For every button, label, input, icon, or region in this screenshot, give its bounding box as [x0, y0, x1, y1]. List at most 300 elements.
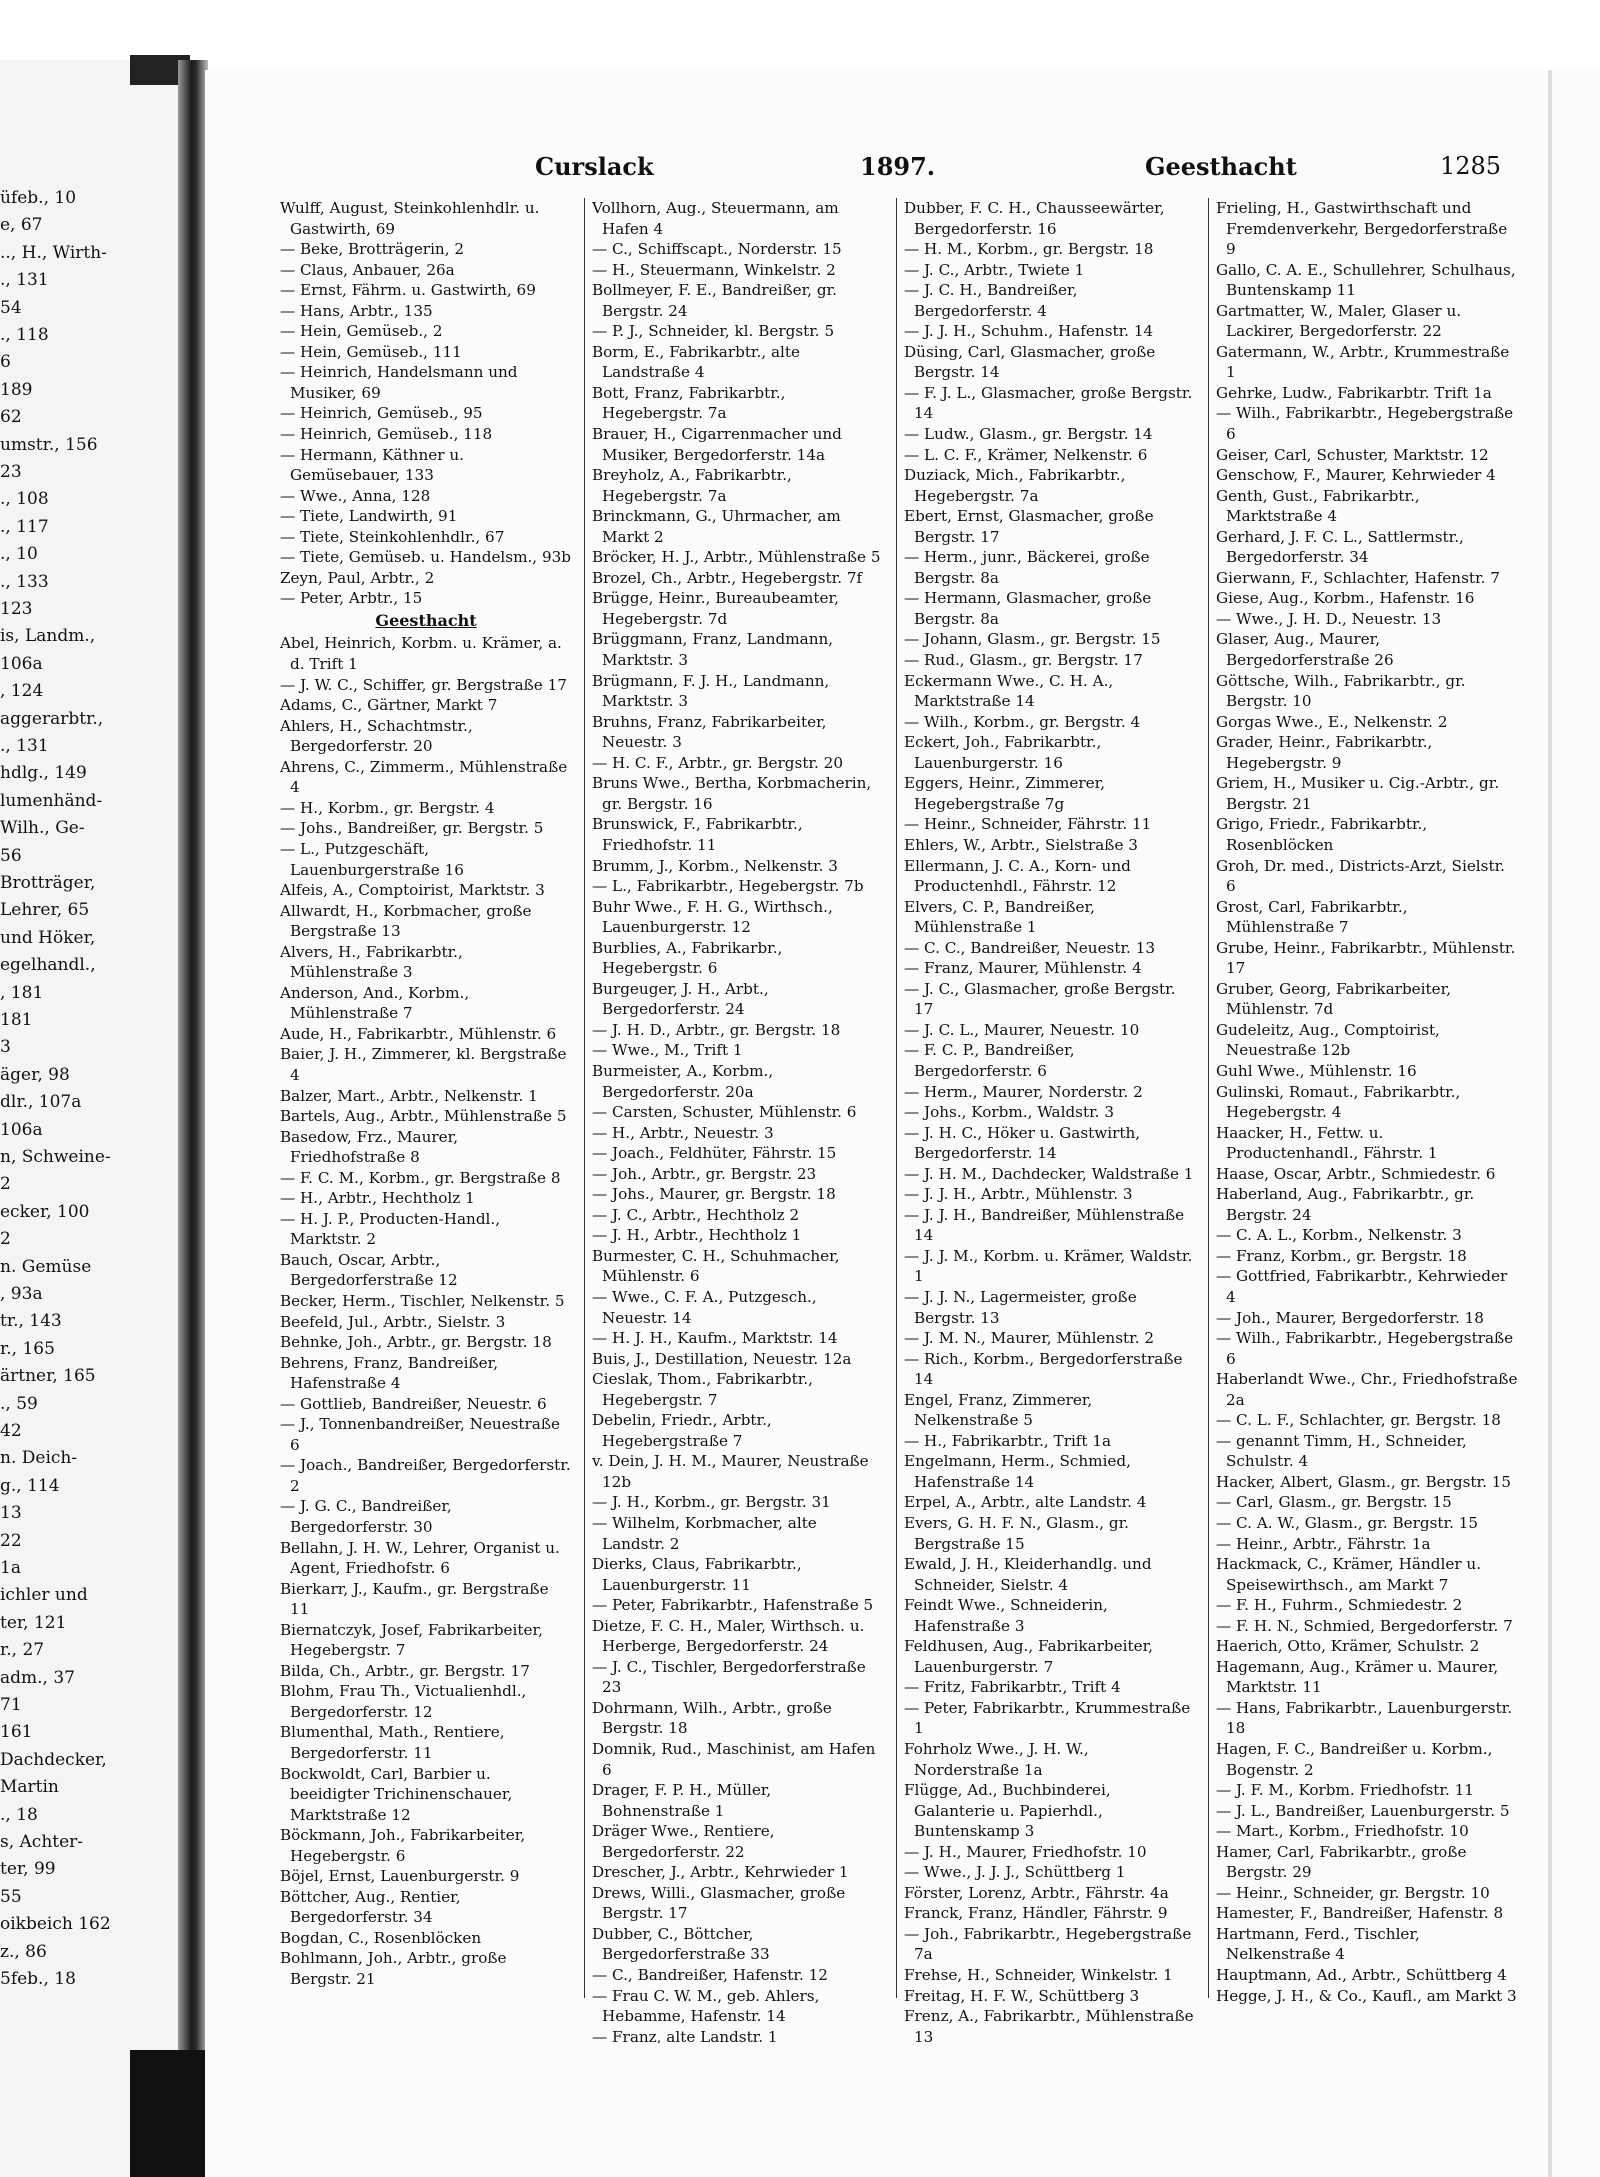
directory-entry: — L., Fabrikarbtr., Hegebergstr. 7b: [592, 877, 864, 896]
left-page-text: ter, 99: [0, 1859, 56, 1880]
directory-entry: Breyholz, A., Fabrikarbtr., Hegebergstr. 7a: [592, 466, 792, 505]
left-page-text: , 93a: [0, 1284, 43, 1304]
directory-entry: Gartmatter, W., Maler, Glaser u. Lackirer, Bergedorferstr. 22: [1216, 301, 1462, 341]
directory-entry: — L., Putzgeschäft, Lauenburgerstraße 16: [280, 839, 464, 879]
directory-entry: — Tiete, Gemüseb. u. Handelsm., 93b: [280, 548, 572, 567]
directory-entry: Grader, Heinr., Fabrikarbtr., Hegebergstr. 9: [1216, 733, 1433, 772]
left-page-text: 106a: [0, 1119, 43, 1140]
left-page-text: Martin: [0, 1777, 59, 1798]
directory-entry: — Gottlieb, Bandreißer, Neuestr. 6: [280, 1394, 547, 1413]
directory-entry: Bruns Wwe., Bertha, Korbmacherin, gr. Bergstr. 16: [592, 774, 872, 813]
left-page-text: dlr., 107a: [0, 1092, 82, 1113]
directory-entry: — Franz, alte Landstr. 1: [592, 2027, 778, 2043]
left-page-text: ., 131: [0, 736, 49, 756]
directory-entry: — J. H., Korbm., gr. Bergstr. 31: [592, 1493, 831, 1512]
directory-entry: — C., Bandreißer, Hafenstr. 12: [592, 1966, 828, 1985]
left-page-text: ., 18: [0, 1804, 38, 1825]
directory-entry: — H., Arbtr., Neuestr. 3: [592, 1123, 774, 1142]
left-page-text: , 124: [0, 681, 44, 702]
left-page-text: 2: [0, 1229, 11, 1250]
directory-entry: — Ludw., Glasm., gr. Bergstr. 14: [904, 425, 1153, 444]
directory-entry: — F. J. L., Glasmacher, große Bergstr. 14: [904, 383, 1193, 423]
left-page-text: z., 86: [0, 1941, 47, 1962]
directory-entry: Bauch, Oscar, Arbtr., Bergedorferstraße 12: [280, 1250, 458, 1290]
directory-entry: Becker, Herm., Tischler, Nelkenstr. 5: [280, 1291, 565, 1310]
directory-entry: — Frau C. W. M., geb. Ahlers, Hebamme, Hafenstr. 14: [592, 1986, 820, 2026]
directory-entry: — Johs., Bandreißer, gr. Bergstr. 5: [280, 819, 544, 838]
directory-entry: Flügge, Ad., Buchbinderei, Galanterie u. Papierhdl., Buntenskamp 3: [904, 1781, 1111, 1841]
column-rule: [1208, 198, 1209, 1998]
directory-entry: Anderson, And., Korbm., Mühlenstraße 7: [280, 983, 470, 1023]
directory-entry: Hackmack, C., Krämer, Händler u. Speisewirthsch., am Markt 7: [1216, 1555, 1482, 1594]
directory-entry: Bogdan, C., Rosenblöcken: [280, 1928, 482, 1947]
directory-entry: Bruhns, Franz, Fabrikarbeiter, Neuestr. 3: [592, 712, 827, 752]
directory-entry: Ehlers, W., Arbtr., Sielstraße 3: [904, 835, 1138, 854]
directory-entry: Brügge, Heinr., Bureaubeamter, Hegebergstr. 7d: [592, 589, 839, 628]
directory-entry: Allwardt, H., Korbmacher, große Bergstraße 13: [280, 901, 532, 941]
left-page-text: egelhandl.,: [0, 955, 96, 976]
left-page-text: oikbeich 162: [0, 1914, 111, 1935]
directory-entry: Gierwann, F., Schlachter, Hafenstr. 7: [1216, 568, 1500, 587]
directory-entry: — J. J. H., Bandreißer, Mühlenstraße 14: [904, 1205, 1185, 1245]
left-page-text: 3: [0, 1037, 11, 1058]
directory-entry: — Heinr., Arbtr., Fährstr. 1a: [1216, 1534, 1431, 1553]
directory-entry: — Hein, Gemüseb., 2: [280, 322, 443, 341]
left-page-text: lumenhänd-: [0, 790, 103, 811]
directory-entry: Gorgas Wwe., E., Nelkenstr. 2: [1216, 712, 1448, 731]
page-edge: [1548, 70, 1552, 2177]
left-page-text: g., 114: [0, 1475, 60, 1496]
directory-entry: Dubber, C., Böttcher, Bergedorferstraße 33: [592, 1924, 770, 1964]
directory-entry: — Tiete, Steinkohlenhdlr., 67: [280, 527, 505, 546]
directory-entry: Gulinski, Romaut., Fabrikarbtr., Hegebergstr. 4: [1216, 1082, 1461, 1122]
directory-entry: — Rich., Korbm., Bergedorferstraße 14: [904, 1349, 1183, 1389]
left-page-text: 62: [0, 407, 22, 428]
directory-entry: — H., Korbm., gr. Bergstr. 4: [280, 798, 495, 817]
directory-entry: Wulff, August, Steinkohlenhdlr. u. Gastwirth, 69: [280, 199, 540, 238]
directory-entry: — Hein, Gemüseb., 111: [280, 342, 462, 361]
directory-entry: Debelin, Friedr., Arbtr., Hegebergstraße 7: [592, 1411, 772, 1450]
directory-entry: Brauer, H., Cigarrenmacher und Musiker, Bergedorferstr. 14a: [592, 425, 842, 464]
directory-entry: Buhr Wwe., F. H. G., Wirthsch., Lauenburgerstr. 12: [592, 897, 833, 937]
directory-entry: — H., Steuermann, Winkelstr. 2: [592, 260, 836, 279]
directory-entry: Hegge, J. H., & Co., Kaufl., am Markt 3: [1216, 1986, 1517, 2005]
left-page-text: 161: [0, 1722, 33, 1743]
directory-entry: Buis, J., Destillation, Neuestr. 12a: [592, 1349, 852, 1368]
left-page-text: 55: [0, 1886, 22, 1907]
directory-entry: Balzer, Mart., Arbtr., Nelkenstr. 1: [280, 1086, 538, 1105]
directory-entry: — Heinr., Schneider, gr. Bergstr. 10: [1216, 1883, 1490, 1902]
directory-entry: Burmester, C. H., Schuhmacher, Mühlenstr. 6: [592, 1246, 840, 1286]
directory-entry: Abel, Heinrich, Korbm. u. Krämer, a. d. Trift 1: [280, 634, 562, 674]
directory-entry: Hauptmann, Ad., Arbtr., Schüttberg 4: [1216, 1966, 1507, 1985]
directory-entry: Guhl Wwe., Mühlenstr. 16: [1216, 1061, 1417, 1080]
directory-entry: Grost, Carl, Fabrikarbtr., Mühlenstraße 7: [1216, 897, 1408, 937]
directory-entry: Göttsche, Wilh., Fabrikarbtr., gr. Bergstr. 10: [1216, 671, 1466, 711]
directory-entry: — J. H. C., Höker u. Gastwirth, Bergedorferstr. 14: [904, 1123, 1141, 1163]
directory-entry: Dietze, F. C. H., Maler, Wirthsch. u. Herberge, Bergedorferstr. 24: [592, 1616, 865, 1656]
directory-entry: — J. F. M., Korbm. Friedhofstr. 11: [1216, 1781, 1474, 1800]
directory-entry: Cieslak, Thom., Fabrikarbtr., Hegebergstr. 7: [592, 1370, 813, 1409]
directory-entry: Ahlers, H., Schachtmstr., Bergedorferstr. 20: [280, 716, 473, 756]
directory-entry: — Franz, Maurer, Mühlenstr. 4: [904, 959, 1142, 978]
directory-entry: — Johann, Glasm., gr. Bergstr. 15: [904, 630, 1161, 649]
directory-entry: Blohm, Frau Th., Victualienhdl., Bergedorferstr. 12: [280, 1682, 527, 1721]
left-page-text: und Höker,: [0, 927, 96, 948]
directory-entry: Ebert, Ernst, Glasmacher, große Bergstr. 17: [904, 507, 1154, 546]
directory-entry: Hacker, Albert, Glasm., gr. Bergstr. 15: [1216, 1472, 1512, 1491]
left-page-text: Wilh., Ge-: [0, 818, 85, 839]
directory-entry: — Hans, Arbtr., 135: [280, 301, 433, 320]
directory-entry: Ewald, J. H., Kleiderhandlg. und Schneider, Sielstr. 4: [904, 1555, 1152, 1594]
section-heading: Geesthacht: [375, 610, 477, 630]
directory-entry: Burgeuger, J. H., Arbt., Bergedorferstr. 24: [592, 979, 769, 1019]
directory-entry: Aude, H., Fabrikarbtr., Mühlenstr. 6: [280, 1024, 557, 1043]
directory-entry: — J. L., Bandreißer, Lauenburgerstr. 5: [1216, 1801, 1510, 1820]
directory-entry: — J. H. D., Arbtr., gr. Bergstr. 18: [592, 1020, 841, 1039]
directory-entry: — Johs., Korbm., Waldstr. 3: [904, 1103, 1114, 1122]
directory-entry: Giese, Aug., Korbm., Hafenstr. 16: [1216, 589, 1475, 608]
directory-entry: Hagen, F. C., Bandreißer u. Korbm., Bogenstr. 2: [1216, 1740, 1493, 1779]
directory-entry: — J. H., Arbtr., Hechtholz 1: [592, 1226, 802, 1245]
directory-entry: Engelmann, Herm., Schmied, Hafenstraße 14: [904, 1452, 1131, 1491]
directory-entry: Haacker, H., Fettw. u. Productenhandl., Fährstr. 1: [1216, 1123, 1438, 1163]
left-page-text: n, Schweine-: [0, 1147, 111, 1167]
left-page-text: ., 118: [0, 325, 49, 345]
left-page-text: ärtner, 165: [0, 1366, 96, 1387]
directory-entry: Fohrholz Wwe., J. H. W., Norderstraße 1a: [904, 1740, 1089, 1779]
directory-entry: Engel, Franz, Zimmerer, Nelkenstraße 5: [904, 1390, 1093, 1430]
directory-entry: Behnke, Joh., Arbtr., gr. Bergstr. 18: [280, 1333, 552, 1352]
left-page-fragment: [0, 60, 180, 2177]
directory-entry: Brügmann, F. J. H., Landmann, Marktstr. 3: [592, 671, 830, 711]
directory-entry: Haberland, Aug., Fabrikarbtr., gr. Bergstr. 24: [1216, 1185, 1475, 1224]
left-page-text: n. Gemüse: [0, 1256, 92, 1277]
left-page-text: r., 165: [0, 1338, 55, 1359]
directory-entry: Gallo, C. A. E., Schullehrer, Schulhaus, Buntenskamp 11: [1216, 260, 1516, 300]
left-page-text: 56: [0, 845, 22, 866]
directory-entry: — Joh., Maurer, Bergedorferstr. 18: [1216, 1308, 1484, 1327]
directory-entry: Eckermann Wwe., C. H. A., Marktstraße 14: [904, 671, 1114, 711]
directory-entry: — Wwe., J. J. J., Schüttberg 1: [904, 1863, 1126, 1882]
directory-entry: — F. C. M., Korbm., gr. Bergstraße 8: [280, 1168, 561, 1187]
directory-entry: Burmeister, A., Korbm., Bergedorferstr. 20a: [592, 1061, 774, 1101]
directory-entry: — Carsten, Schuster, Mühlenstr. 6: [592, 1103, 857, 1122]
directory-entry: Blumenthal, Math., Rentiere, Bergedorferstr. 11: [280, 1723, 505, 1763]
book-shadow-bottom: [130, 2050, 205, 2177]
directory-entry: Dubber, F. C. H., Chausseewärter, Bergedorferstr. 16: [904, 199, 1165, 238]
directory-entry: — C. A. W., Glasm., gr. Bergstr. 15: [1216, 1514, 1479, 1532]
left-page-text: ., 117: [0, 516, 49, 537]
directory-column-2: [592, 198, 884, 2043]
directory-entry: Adams, C., Gärtner, Markt 7: [280, 696, 498, 715]
directory-entry: — H. J. H., Kaufm., Marktstr. 14: [592, 1329, 838, 1348]
directory-entry: — J. J. H., Arbtr., Mühlenstr. 3: [904, 1185, 1133, 1204]
directory-column-4: [1216, 198, 1518, 2043]
directory-entry: — Wilh., Fabrikarbtr., Hegebergstraße 6: [1216, 404, 1514, 444]
directory-entry: — J., Tonnenbandreißer, Neuestraße 6: [280, 1415, 560, 1454]
left-page-text: äger, 98: [0, 1064, 70, 1085]
left-page-text: 5feb., 18: [0, 1969, 76, 1989]
directory-entry: — J. J. H., Schuhm., Hafenstr. 14: [904, 322, 1154, 341]
directory-entry: Domnik, Rud., Maschinist, am Hafen 6: [592, 1740, 876, 1779]
directory-entry: — J. C., Arbtr., Hechtholz 2: [592, 1205, 800, 1224]
left-page-text: 54: [0, 297, 22, 318]
directory-entry: — J. C., Glasmacher, große Bergstr. 17: [904, 979, 1176, 1019]
directory-entry: Behrens, Franz, Bandreißer, Hafenstraße 4: [280, 1353, 499, 1393]
directory-entry: Genschow, F., Maurer, Kehrwieder 4: [1216, 466, 1496, 485]
directory-entry: Grigo, Friedr., Fabrikarbtr., Rosenblöcken: [1216, 815, 1428, 854]
left-page-text: 189: [0, 379, 33, 400]
left-page-text: n. Deich-: [0, 1448, 78, 1469]
left-page-text: ecker, 100: [0, 1201, 90, 1222]
directory-entry: Evers, G. H. F. N., Glasm., gr. Bergstraße 15: [904, 1514, 1129, 1553]
directory-entry: Bollmeyer, F. E., Bandreißer, gr. Bergstr. 24: [592, 281, 837, 320]
directory-entry: — Wwe., C. F. A., Putzgesch., Neuestr. 14: [592, 1287, 817, 1327]
directory-entry: — Claus, Anbauer, 26a: [280, 260, 455, 279]
directory-entry: — Wwe., J. H. D., Neuestr. 13: [1216, 609, 1442, 628]
left-page-text: ichler und: [0, 1585, 88, 1606]
header-place-right: Geesthacht: [1145, 152, 1297, 181]
directory-entry: v. Dein, J. H. M., Maurer, Neustraße 12b: [592, 1452, 869, 1491]
directory-entry: Duziack, Mich., Fabrikarbtr., Hegebergstr. 7a: [904, 466, 1126, 505]
directory-entry: Gerhard, J. F. C. L., Sattlermstr., Bergedorferstr. 34: [1216, 527, 1464, 567]
directory-entry: Haase, Oscar, Arbtr., Schmiedestr. 6: [1216, 1164, 1496, 1183]
directory-entry: Bockwoldt, Carl, Barbier u. beeidigter Trichinenschauer, Marktstraße 12: [280, 1764, 513, 1824]
left-page-text: 42: [0, 1421, 22, 1441]
left-page-text: 2: [0, 1174, 11, 1195]
directory-entry: Brumm, J., Korbm., Nelkenstr. 3: [592, 856, 838, 875]
directory-entry: Alfeis, A., Comptoirist, Marktstr. 3: [280, 881, 545, 900]
directory-entry: Griem, H., Musiker u. Cig.-Arbtr., gr. Bergstr. 21: [1216, 774, 1500, 813]
directory-entry: — C., Schiffscapt., Norderstr. 15: [592, 240, 842, 259]
directory-entry: Drager, F. P. H., Müller, Bohnenstraße 1: [592, 1781, 772, 1820]
directory-entry: — Wwe., M., Trift 1: [592, 1041, 743, 1060]
directory-entry: — Herm., Maurer, Norderstr. 2: [904, 1082, 1143, 1101]
directory-entry: Dräger Wwe., Rentiere, Bergedorferstr. 22: [592, 1822, 775, 1861]
directory-entry: Hamer, Carl, Fabrikarbtr., große Bergstr. 29: [1216, 1842, 1467, 1882]
directory-entry: — J. C. H., Bandreißer, Bergedorferstr. 4: [904, 281, 1078, 320]
directory-entry: — C. A. L., Korbm., Nelkenstr. 3: [1216, 1226, 1462, 1245]
directory-entry: — J. J. M., Korbm. u. Krämer, Waldstr. 1: [904, 1246, 1193, 1286]
directory-entry: Elvers, C. P., Bandreißer, Mühlenstraße 1: [904, 897, 1095, 937]
directory-entry: — J. J. N., Lagermeister, große Bergstr. 13: [904, 1287, 1137, 1327]
directory-entry: — J. C., Tischler, Bergedorferstraße 23: [592, 1657, 866, 1697]
left-page-text: 181: [0, 1010, 33, 1030]
directory-entry: Brinckmann, G., Uhrmacher, am Markt 2: [592, 507, 841, 546]
directory-entry: — Peter, Arbtr., 15: [280, 589, 423, 608]
directory-entry: — Herm., junr., Bäckerei, große Bergstr. 8a: [904, 548, 1150, 587]
left-page-text: 71: [0, 1695, 22, 1715]
directory-entry: Feldhusen, Aug., Fabrikarbeiter, Lauenburgerstr. 7: [904, 1637, 1154, 1676]
left-page-text: 22: [0, 1530, 22, 1551]
directory-entry: — Heinrich, Gemüseb., 118: [280, 425, 493, 444]
left-page-text: ., 59: [0, 1393, 38, 1414]
directory-entry: Haberlandt Wwe., Chr., Friedhofstraße 2a: [1216, 1370, 1518, 1409]
directory-entry: — J. W. C., Schiffer, gr. Bergstraße 17: [280, 675, 567, 694]
left-page-text: e, 67: [0, 215, 43, 236]
directory-entry: — J. C. L., Maurer, Neuestr. 10: [904, 1020, 1140, 1039]
directory-entry: — Heinrich, Handelsmann und Musiker, 69: [280, 363, 518, 402]
directory-entry: — J. H. M., Dachdecker, Waldstraße 1: [904, 1164, 1194, 1183]
directory-entry: Bierkarr, J., Kaufm., gr. Bergstraße 11: [280, 1579, 549, 1619]
left-page-text: 1a: [0, 1558, 21, 1578]
left-page-text: 6: [0, 352, 11, 373]
directory-entry: — Hans, Fabrikarbtr., Lauenburgerstr. 18: [1216, 1698, 1513, 1738]
directory-entry: Bartels, Aug., Arbtr., Mühlenstraße 5: [280, 1107, 567, 1126]
directory-entry: Ellermann, J. C. A., Korn- und Productenhdl., Fährstr. 12: [904, 856, 1131, 896]
directory-entry: Gruber, Georg, Fabrikarbeiter, Mühlenstr. 7d: [1216, 979, 1452, 1019]
directory-entry: Hagemann, Aug., Krämer u. Maurer, Marktstr. 11: [1216, 1657, 1499, 1697]
directory-entry: Brunswick, F., Fabrikarbtr., Friedhofstr. 11: [592, 815, 803, 854]
directory-entry: — J. H., Maurer, Friedhofstr. 10: [904, 1842, 1147, 1861]
directory-entry: — Hermann, Glasmacher, große Bergstr. 8a: [904, 589, 1152, 628]
directory-entry: Glaser, Aug., Maurer, Bergedorferstraße 26: [1216, 630, 1394, 670]
left-page-text: ., 10: [0, 544, 38, 565]
directory-entry: — Wwe., Anna, 128: [280, 486, 431, 505]
directory-entry: — Beke, Brotträgerin, 2: [280, 240, 465, 259]
left-page-text: , 181: [0, 982, 44, 1003]
directory-entry: — F. H. N., Schmied, Bergedorferstr. 7: [1216, 1616, 1513, 1635]
directory-entry: Gehrke, Ludw., Fabrikarbtr. Trift 1a: [1216, 383, 1492, 402]
directory-entry: Borm, E., Fabrikarbtr., alte Landstraße 4: [592, 342, 801, 382]
directory-entry: Vollhorn, Aug., Steuermann, am Hafen 4: [592, 199, 839, 238]
book-gutter: [178, 60, 208, 2177]
directory-column-3: [904, 198, 1196, 2043]
directory-entry: — Ernst, Fährm. u. Gastwirth, 69: [280, 281, 536, 300]
directory-entry: Hamester, F., Bandreißer, Hafenstr. 8: [1216, 1904, 1504, 1923]
directory-entry: — Gottfried, Fabrikarbtr., Kehrwieder 4: [1216, 1267, 1508, 1306]
directory-entry: Baier, J. H., Zimmerer, kl. Bergstraße 4: [280, 1045, 567, 1084]
directory-entry: — Mart., Korbm., Friedhofstr. 10: [1216, 1822, 1469, 1841]
left-page-text: Lehrer, 65: [0, 900, 90, 921]
directory-entry: — Joach., Feldhüter, Fährstr. 15: [592, 1144, 837, 1163]
directory-column-1: [280, 198, 572, 2043]
directory-entry: Drews, Willi., Glasmacher, große Bergstr. 17: [592, 1883, 846, 1923]
directory-entry: Bohlmann, Joh., Arbtr., große Bergstr. 21: [280, 1949, 507, 1989]
column-rule: [896, 198, 897, 1998]
directory-entry: Eckert, Joh., Fabrikarbtr., Lauenburgerstr. 16: [904, 733, 1102, 772]
directory-entry: — Peter, Fabrikarbtr., Krummestraße 1: [904, 1698, 1191, 1738]
directory-entry: — H. J. P., Producten-Handl., Marktstr. 2: [280, 1209, 501, 1249]
directory-entry: Beefeld, Jul., Arbtr., Sielstr. 3: [280, 1312, 506, 1331]
directory-entry: — Fritz, Fabrikarbtr., Trift 4: [904, 1678, 1121, 1697]
directory-entry: Haerich, Otto, Krämer, Schulstr. 2: [1216, 1637, 1480, 1656]
directory-entry: — Wilh., Fabrikarbtr., Hegebergstraße 6: [1216, 1329, 1514, 1368]
directory-entry: Grube, Heinr., Fabrikarbtr., Mühlenstr. 17: [1216, 938, 1516, 978]
left-page-text: 13: [0, 1503, 22, 1524]
directory-entry: Alvers, H., Fabrikarbtr., Mühlenstraße 3: [280, 942, 463, 982]
page-header: [0, 152, 1600, 192]
directory-entry: — Wilhelm, Korbmacher, alte Landstr. 2: [592, 1514, 817, 1553]
header-year: 1897.: [860, 152, 936, 181]
directory-entry: — P. J., Schneider, kl. Bergstr. 5: [592, 322, 835, 341]
directory-entry: — J. G. C., Bandreißer, Bergedorferstr. 30: [280, 1497, 452, 1536]
directory-entry: Dierks, Claus, Fabrikarbtr., Lauenburgerstr. 11: [592, 1555, 802, 1594]
directory-entry: — Joh., Fabrikarbtr., Hegebergstraße 7a: [904, 1924, 1192, 1964]
directory-entry: — Carl, Glasm., gr. Bergstr. 15: [1216, 1493, 1452, 1512]
left-page-text: ., 133: [0, 571, 49, 592]
left-page-text: r., 27: [0, 1640, 45, 1661]
directory-entry: Böckmann, Joh., Fabrikarbeiter, Hegebergstr. 6: [280, 1826, 526, 1865]
directory-entry: Freitag, H. F. W., Schüttberg 3: [904, 1986, 1140, 2005]
directory-entry: — C. L. F., Schlachter, gr. Bergstr. 18: [1216, 1411, 1501, 1430]
left-page-text: ., 131: [0, 270, 49, 291]
left-page-text: Brotträger,: [0, 873, 96, 893]
directory-entry: — Heinrich, Gemüseb., 95: [280, 404, 483, 423]
left-page-text: 123: [0, 599, 33, 619]
directory-entry: Frieling, H., Gastwirthschaft und Fremdenverkehr, Bergedorferstraße 9: [1216, 199, 1508, 259]
directory-entry: Biernatczyk, Josef, Fabrikarbeiter, Hegebergstr. 7: [280, 1620, 543, 1660]
directory-entry: Bröcker, H. J., Arbtr., Mühlenstraße 5: [592, 548, 881, 567]
directory-entry: Brozel, Ch., Arbtr., Hegebergstr. 7f: [592, 568, 863, 587]
directory-entry: — Wilh., Korbm., gr. Bergstr. 4: [904, 712, 1141, 731]
directory-entry: — F. C. P., Bandreißer, Bergedorferstr. 6: [904, 1041, 1075, 1080]
directory-entry: — Hermann, Käthner u. Gemüsebauer, 133: [280, 445, 464, 485]
directory-entry: — J. C., Arbtr., Twiete 1: [904, 260, 1085, 279]
left-page-text: .., H., Wirth-: [0, 242, 107, 263]
left-page-text: aggerarbtr.,: [0, 708, 104, 729]
directory-entry: Böttcher, Aug., Rentier, Bergedorferstr. 34: [280, 1887, 461, 1927]
directory-entry: — H. C. F., Arbtr., gr. Bergstr. 20: [592, 753, 843, 772]
left-page-text: Dachdecker,: [0, 1749, 107, 1770]
directory-entry: Zeyn, Paul, Arbtr., 2: [280, 568, 435, 587]
directory-entry: Gatermann, W., Arbtr., Krummestraße 1: [1216, 342, 1510, 382]
directory-entry: Bilda, Ch., Arbtr., gr. Bergstr. 17: [280, 1661, 530, 1680]
left-page-text: s, Achter-: [0, 1832, 84, 1852]
directory-entry: Groh, Dr. med., Districts-Arzt, Sielstr. 6: [1216, 856, 1505, 896]
directory-entry: — F. H., Fuhrm., Schmiedestr. 2: [1216, 1596, 1463, 1615]
directory-entry: — Joh., Arbtr., gr. Bergstr. 23: [592, 1164, 817, 1183]
directory-entry: Ahrens, C., Zimmerm., Mühlenstraße 4: [280, 757, 568, 797]
directory-entry: Erpel, A., Arbtr., alte Landstr. 4: [904, 1493, 1147, 1512]
header-place-left: Curslack: [535, 152, 654, 181]
directory-entry: — Joach., Bandreißer, Bergedorferstr. 2: [280, 1456, 571, 1495]
directory-entry: Düsing, Carl, Glasmacher, große Bergstr. 14: [904, 342, 1156, 382]
directory-entry: — H., Fabrikarbtr., Trift 1a: [904, 1431, 1112, 1450]
directory-entry: Frehse, H., Schneider, Winkelstr. 1: [904, 1966, 1173, 1985]
directory-entry: — Peter, Fabrikarbtr., Hafenstraße 5: [592, 1596, 874, 1615]
directory-entry: — Heinr., Schneider, Fährstr. 11: [904, 815, 1152, 834]
directory-entry: Gudeleitz, Aug., Comptoirist, Neuestraße 12b: [1216, 1020, 1440, 1060]
left-page-text: 106a: [0, 653, 43, 674]
directory-entry: — C. C., Bandreißer, Neuestr. 13: [904, 938, 1156, 957]
directory-entry: — genannt Timm, H., Schneider, Schulstr. 4: [1216, 1431, 1467, 1471]
directory-entry: — Tiete, Landwirth, 91: [280, 507, 458, 526]
left-page-text: tr., 143: [0, 1311, 62, 1332]
directory-entry: Franck, Franz, Händler, Fährstr. 9: [904, 1904, 1168, 1923]
directory-entry: Eggers, Heinr., Zimmerer, Hegebergstraße 7g: [904, 774, 1106, 813]
directory-entry: Burblies, A., Fabrikarbr., Hegebergstr. 6: [592, 938, 783, 978]
directory-entry: — H. M., Korbm., gr. Bergstr. 18: [904, 240, 1154, 259]
directory-entry: — J. M. N., Maurer, Mühlenstr. 2: [904, 1329, 1155, 1348]
directory-entry: Böjel, Ernst, Lauenburgerstr. 9: [280, 1867, 520, 1886]
directory-entry: Drescher, J., Arbtr., Kehrwieder 1: [592, 1863, 849, 1882]
left-page-text: umstr., 156: [0, 434, 98, 455]
directory-entry: Basedow, Frz., Maurer, Friedhofstraße 8: [280, 1127, 459, 1167]
directory-entry: Genth, Gust., Fabrikarbtr., Marktstraße 4: [1216, 486, 1420, 526]
left-page-text: hdlg., 149: [0, 763, 87, 784]
left-page-text: üfeb., 10: [0, 188, 77, 208]
left-page-text: ., 108: [0, 489, 49, 510]
directory-entry: Bellahn, J. H. W., Lehrer, Organist u. Agent, Friedhofstr. 6: [280, 1538, 560, 1578]
left-page-text: ter, 121: [0, 1612, 67, 1633]
directory-entry: Frenz, A., Fabrikarbtr., Mühlenstraße 13: [904, 2007, 1194, 2043]
directory-entry: Geiser, Carl, Schuster, Marktstr. 12: [1216, 445, 1489, 464]
directory-entry: — H., Arbtr., Hechtholz 1: [280, 1189, 475, 1208]
left-page-text: 23: [0, 462, 22, 482]
directory-entry: — Franz, Korbm., gr. Bergstr. 18: [1216, 1246, 1467, 1265]
